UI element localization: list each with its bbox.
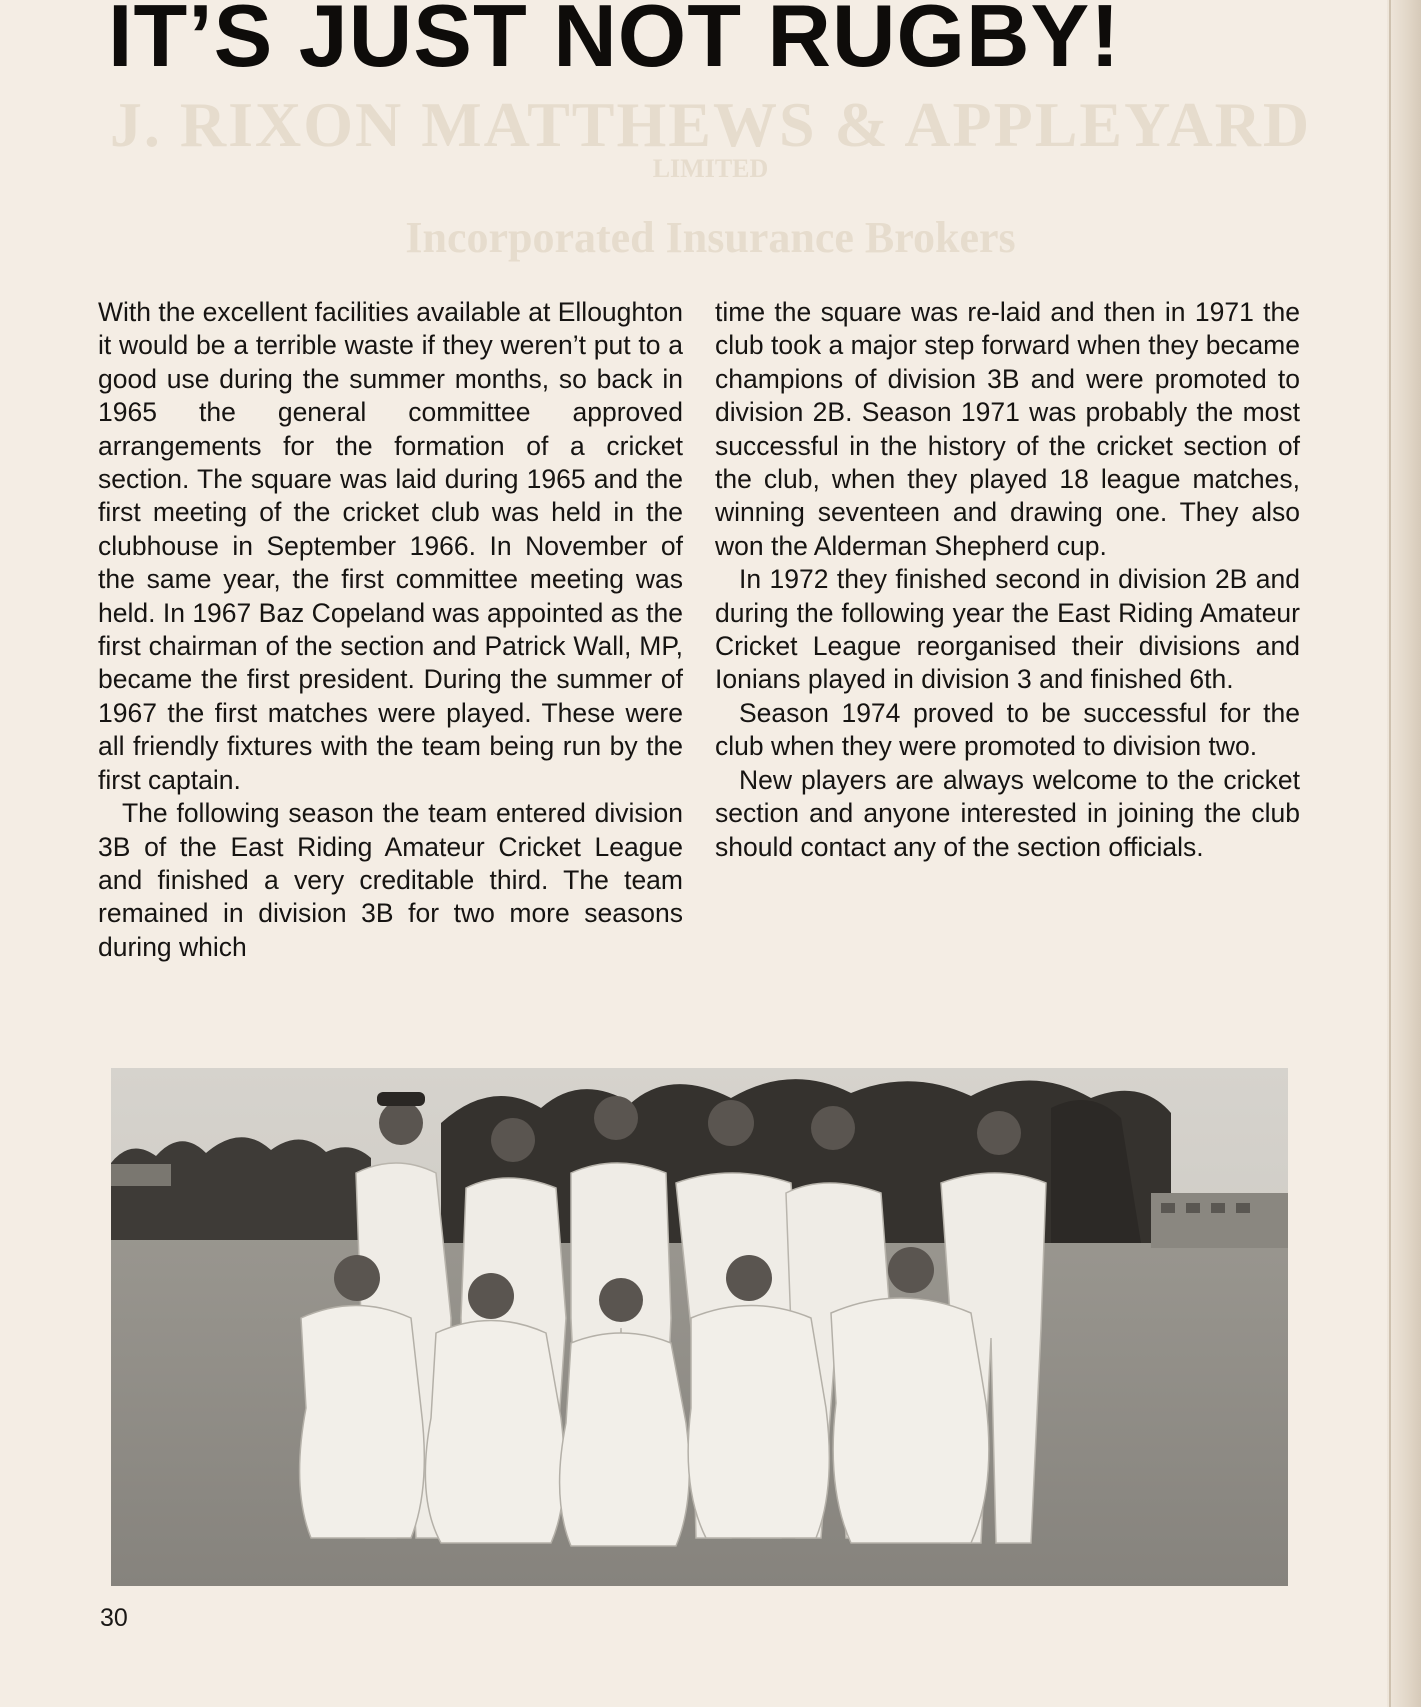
article-paragraph: New players are always welcome to the cricket section and anyone interested in joining the club should contact any of the section officials.: [715, 764, 1300, 862]
show-through-line-2: LIMITED: [652, 154, 769, 183]
article-column-right: [715, 296, 1300, 864]
page-fold-line: [1389, 0, 1391, 1707]
team-photo-illustration: [111, 1068, 1288, 1586]
article-paragraph: In 1972 they finished second in division 2B and during the following year the East Riding Amateur Cricket League reorganised their divisions and Ionians played in division 3 and finished 6th.: [715, 564, 1300, 695]
article-paragraph: time the square was re-laid and then in 1971 the club took a major step forward when they became champions of division 3B and were promoted to division 2B. Season 1971 was probably the most successful in the history of the cricket section of the club, when they played 18 league matches, winning seventeen and drawing one. They also won the Alderman Shepherd cup.: [715, 297, 1300, 561]
page-edge-shadow: [1387, 0, 1421, 1707]
article-paragraph: With the excellent facilities available at Elloughton it would be a terrible waste if they weren’t put to a good use during the summer months, so back in 1965 the general committee approved arrangements for the formation of a cricket section. The square was laid during 1965 and the first meeting of the cricket club was held in the clubhouse in September 1966. In November of the same year, the first committee meeting was held. In 1967 Baz Copeland was appointed as the first chairman of the section and Patrick Wall, MP, became the first president. During the summer of 1967 the first matches were played. These were all friendly fixtures with the team being run by the first captain.: [98, 297, 683, 795]
show-through-line-3: Incorporated Insurance Brokers: [405, 213, 1016, 262]
page-number: 30: [100, 1604, 128, 1632]
show-through-line-1: J. RIXON MATTHEWS & APPLEYARD: [109, 89, 1312, 160]
article-paragraph: Season 1974 proved to be successful for the club when they were promoted to division two.: [715, 697, 1300, 762]
page-headline: IT’S JUST NOT RUGBY!: [108, 0, 1121, 85]
cricket-cap-icon: [377, 1092, 425, 1106]
team-photo: [111, 1068, 1288, 1586]
article-column-left: [98, 296, 683, 964]
article-paragraph: The following season the team entered division 3B of the East Riding Amateur Cricket League and finished a very creditable third. The team remained in division 3B for two more seasons during which: [98, 798, 683, 962]
